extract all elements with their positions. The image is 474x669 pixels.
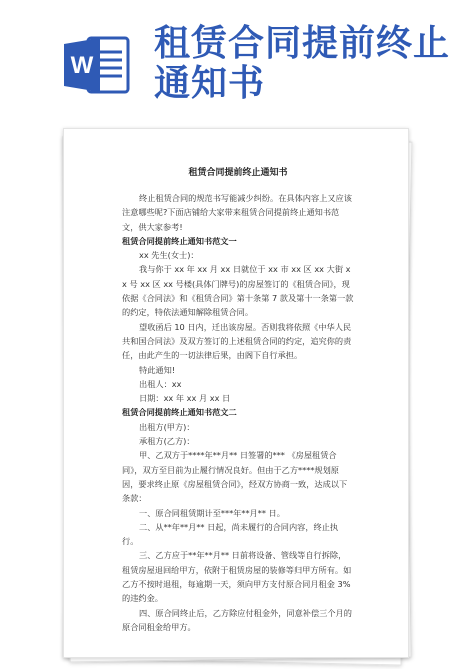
sample1-lessor: 出租人：xx	[139, 378, 182, 389]
sample1-notice: 特此通知!	[139, 364, 176, 375]
sample2-item-2: 二、从**年**月** 日起，尚未履行的合同内容，终止执行。	[122, 521, 339, 547]
sample1-paragraph-1: 我与你于 xx 年 xx 月 xx 日就位于 xx 市 xx 区 xx 大街 xx 号 xx 区 xx 号楼(具体门牌号)的房屋签订的《租赁合同》，现依据《合同法》和《租赁合同》第十条第 7 款及第十一条第一款的约定，特依法通知解除租赁合同。	[122, 264, 354, 318]
document-preview	[63, 128, 411, 662]
sample2-paragraph-1: 甲、乙双方于****年**月** 日签署的*** 《房屋租赁合同》，双方至目前为止履行情况良好。但由于乙方****规划原因，要求终止原《房屋租赁合同》，经双方协商一致，达成以下条款：	[122, 450, 348, 504]
sample2-party-a: 出租方(甲方)：	[139, 421, 195, 432]
sample2-heading: 租赁合同提前终止通知书范文二	[122, 407, 237, 418]
sample2-item-4: 四、原合同终止后，乙方除应付租金外，同意补偿三个月的原合同租金给甲方。	[122, 607, 352, 632]
word-icon	[62, 30, 132, 100]
sample2-item-1: 一、原合同租赁期计至***年**月** 日。	[139, 507, 285, 518]
sample1-heading: 租赁合同提前终止通知书范文一	[122, 235, 237, 246]
sample2-party-b: 承租方(乙方)：	[139, 436, 195, 447]
intro-paragraph: 终止租赁合同的规范书写能减少纠纷。在具体内容上又应该注意哪些呢?下面店铺给大家带来租赁合同提前终止通知书范文，供大家参考!	[122, 193, 352, 232]
sample2-item-3: 三、乙方应于**年**月** 日前将设备、管线等自行拆除，租赁房屋退回给甲方，依附于租赁房屋的装修等归甲方所有。如乙方不按时退租，每逾期一天，须向甲方支付原合同月租金 3%的违约金。	[122, 550, 352, 604]
svg-text:W: W	[70, 52, 94, 79]
banner-title-line2: 通知书	[154, 63, 266, 104]
sample1-date: 日期：xx 年 xx 月 xx 日	[139, 393, 231, 404]
document-title: 租赁合同提前终止通知书	[188, 168, 288, 178]
sample1-salutation: xx 先生(女士)：	[139, 250, 199, 261]
paper-sheet-front	[63, 128, 409, 658]
sample1-paragraph-2: 望收函后 10 日内，迁出该房屋。否则我将依照《中华人民共和国合同法》及双方签订的上述租赁合同的约定，追究你的责任，由此产生的一切法律后果，由阁下自行承担。	[122, 321, 352, 361]
banner-title-line1: 租赁合同提前终止	[154, 23, 451, 64]
document-body	[122, 167, 354, 634]
banner	[0, 0, 474, 120]
